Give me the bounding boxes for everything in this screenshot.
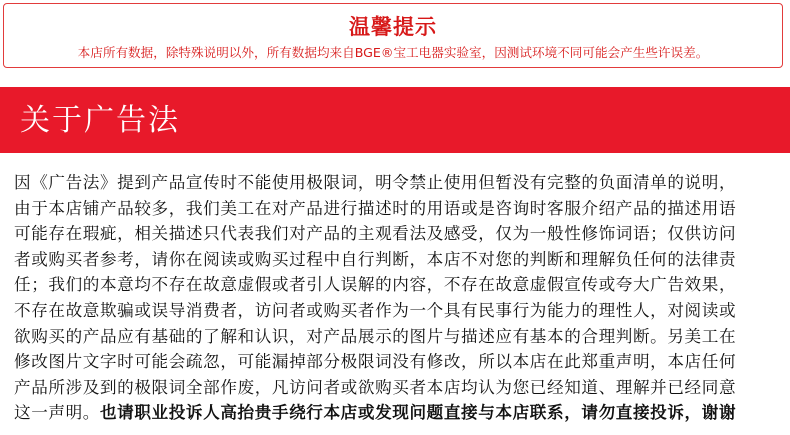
disclaimer-last-plain: 这一声明。 xyxy=(14,403,100,423)
disclaimer-line: 任；我们的本意均不存在故意虚假或者引人误解的内容，不存在故意虚假宣传或夸大广告效果， xyxy=(14,275,737,295)
notice-title: 温馨提示 xyxy=(349,15,437,39)
disclaimer-bold-appeal: 也请职业投诉人高抬贵手绕行本店或发现问题直接与本店联系，请勿直接投诉，谢谢 xyxy=(99,403,737,423)
disclaimer-line: 可能存在瑕疵，相关描述只代表我们对产品的主观看法及感受，仅为一般性修饰词语；仅供访问 xyxy=(14,224,737,244)
disclaimer-last-line xyxy=(14,400,780,426)
disclaimer-line: 因《广告法》提到产品宣传时不能使用极限词，明令禁止使用但暂没有完整的负面清单的说明， xyxy=(14,173,737,192)
disclaimer-line: 修改图片文字时可能会疏忽，可能漏掉部分极限词没有修改，所以本店在此郑重声明，本店任何 xyxy=(14,352,737,372)
disclaimer-line: 不存在故意欺骗或误导消费者，访问者或购买者作为一个具有民事行为能力的理性人，对阅读或 xyxy=(14,300,737,320)
disclaimer-line: 者或购买者参考，请你在阅读或购买过程中自行判断，本店不对您的判断和理解负任何的法律责 xyxy=(14,249,737,269)
disclaimer-line: 产品所涉及到的极限词全部作废，凡访问者或欲购买者本店均认为您已经知道、理解并已经同意 xyxy=(14,377,737,397)
section-banner xyxy=(0,87,790,153)
section-title: 关于广告法 xyxy=(20,103,180,138)
notice-box xyxy=(3,3,783,68)
disclaimer-line: 欲购买的产品应有基础的了解和认识，对产品展示的图片与描述应有基本的合理判断。另美工在 xyxy=(14,326,737,346)
disclaimer-body xyxy=(14,170,780,426)
notice-text: 本店所有数据，除特殊说明以外，所有数据均来自BGE®宝工电器实验室，因测试环境不同可能会产生些许误差。 xyxy=(77,45,709,60)
disclaimer-line: 由于本店铺产品较多，我们美工在对产品进行描述时的用语或是咨询时客服介绍产品的描述用语 xyxy=(14,198,737,218)
